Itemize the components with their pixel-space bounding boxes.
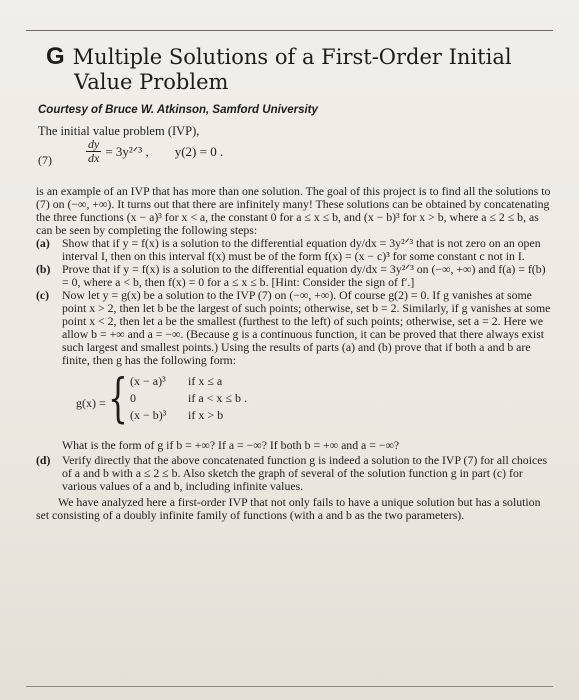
case-2-cond: if a < x ≤ b . [188, 391, 248, 405]
section-title [46, 44, 546, 95]
top-rule [26, 30, 553, 31]
case-1-cond: if x ≤ a [188, 374, 223, 388]
fraction-denominator: dx [88, 151, 100, 165]
case-3-expr: (x − b)³ [130, 408, 167, 422]
paragraph-1: is an example of an IVP that has more than one solution. The goal of this project is to find all the solutions to (7) on (−∞, +∞). It turns out that there are infinitely many! These solutions can be obtained by concatenating the three functions (x − a)³ for x < a, the constant 0 for a ≤ x ≤ b, and (x − b)³ for x > b, where a ≤ 2 ≤ b, as can be seen by completing the following steps: [36, 184, 551, 237]
case-3-cond: if x > b [188, 408, 224, 422]
body-text [36, 185, 551, 522]
bottom-rule [26, 686, 553, 687]
ivp-equation [86, 138, 223, 165]
question-line: What is the form of g if b = +∞? If a = −∞? If both b = +∞ and a = −∞? [62, 438, 400, 452]
item-d-label: (d) [36, 453, 51, 467]
initial-condition: y(2) = 0 . [174, 143, 224, 159]
fraction-numerator: dy [88, 137, 100, 151]
item-b [36, 263, 551, 289]
item-b-label: (b) [36, 262, 51, 276]
item-a [36, 237, 551, 263]
case-2-expr: 0 [130, 391, 136, 405]
item-c-text: Now let y = g(x) be a solution to the IVP (7) on (−∞, +∞). Of course g(2) = 0. If g vanishes at some point x > 2, then let b be the largest of such points; otherwise, set b = 2. Similarly, if g vanishes at some point x < 2, then let a be the smallest (furthest to the left) of such points; otherwise, set a = 2. Here we allow b = +∞ and a = −∞. (Because g is a continuous function, it can be proved that there always exist such largest and smallest points.) Using the results of parts (a) and (b) prove that if both a and b are finite, then g has the following form: [62, 288, 551, 367]
title-line-1: Multiple Solutions of a First-Order Initial [72, 45, 512, 69]
item-c-label: (c) [36, 288, 50, 302]
courtesy-line: Courtesy of Bruce W. Atkinson, Samford University [38, 104, 318, 116]
left-brace: { [108, 369, 128, 429]
section-letter: G [46, 43, 65, 70]
case-1-expr: (x − a)³ [130, 374, 166, 388]
piecewise-lhs: g(x) = [76, 396, 106, 410]
item-a-text: Show that if y = f(x) is a solution to the differential equation dy/dx = 3y²ᐟ³ that is not zero on an open interval I, then on this interval f(x) must be of the form f(x) = (x − c)³ for some constant c not in I. [62, 236, 541, 263]
item-d-text: Verify directly that the above concatenated function g is indeed a solution to the IVP (7) for all choices of a and b with a ≤ 2 ≤ b. Also sketch the graph of several of the solution function g in part (c) for various values of a and b, including infinite values. [62, 453, 548, 493]
equation-rhs: = 3y²ᐟ³ , [105, 143, 149, 159]
closing-paragraph: We have analyzed here a first-order IVP that not only fails to have a unique solution but has a solution set consisting of a doubly infinite family of functions (with a and b as the two parameters). [36, 495, 541, 522]
item-c [36, 289, 551, 367]
intro-text: The initial value problem (IVP), [38, 124, 200, 138]
item-b-text: Prove that if y = f(x) is a solution to the differential equation dy/dx = 3y²ᐟ³ on (−∞, +∞) and f(a) = f(b) = 0, where a < b, then f(x) = 0 for a ≤ x ≤ b. [Hint: Consider the sign of f′.] [62, 262, 546, 289]
equation-number: (7) [38, 153, 52, 167]
item-d [36, 454, 551, 493]
derivative-fraction [86, 138, 101, 165]
piecewise-definition [76, 369, 551, 433]
item-a-label: (a) [36, 236, 50, 250]
title-line-2: Value Problem [74, 70, 229, 94]
